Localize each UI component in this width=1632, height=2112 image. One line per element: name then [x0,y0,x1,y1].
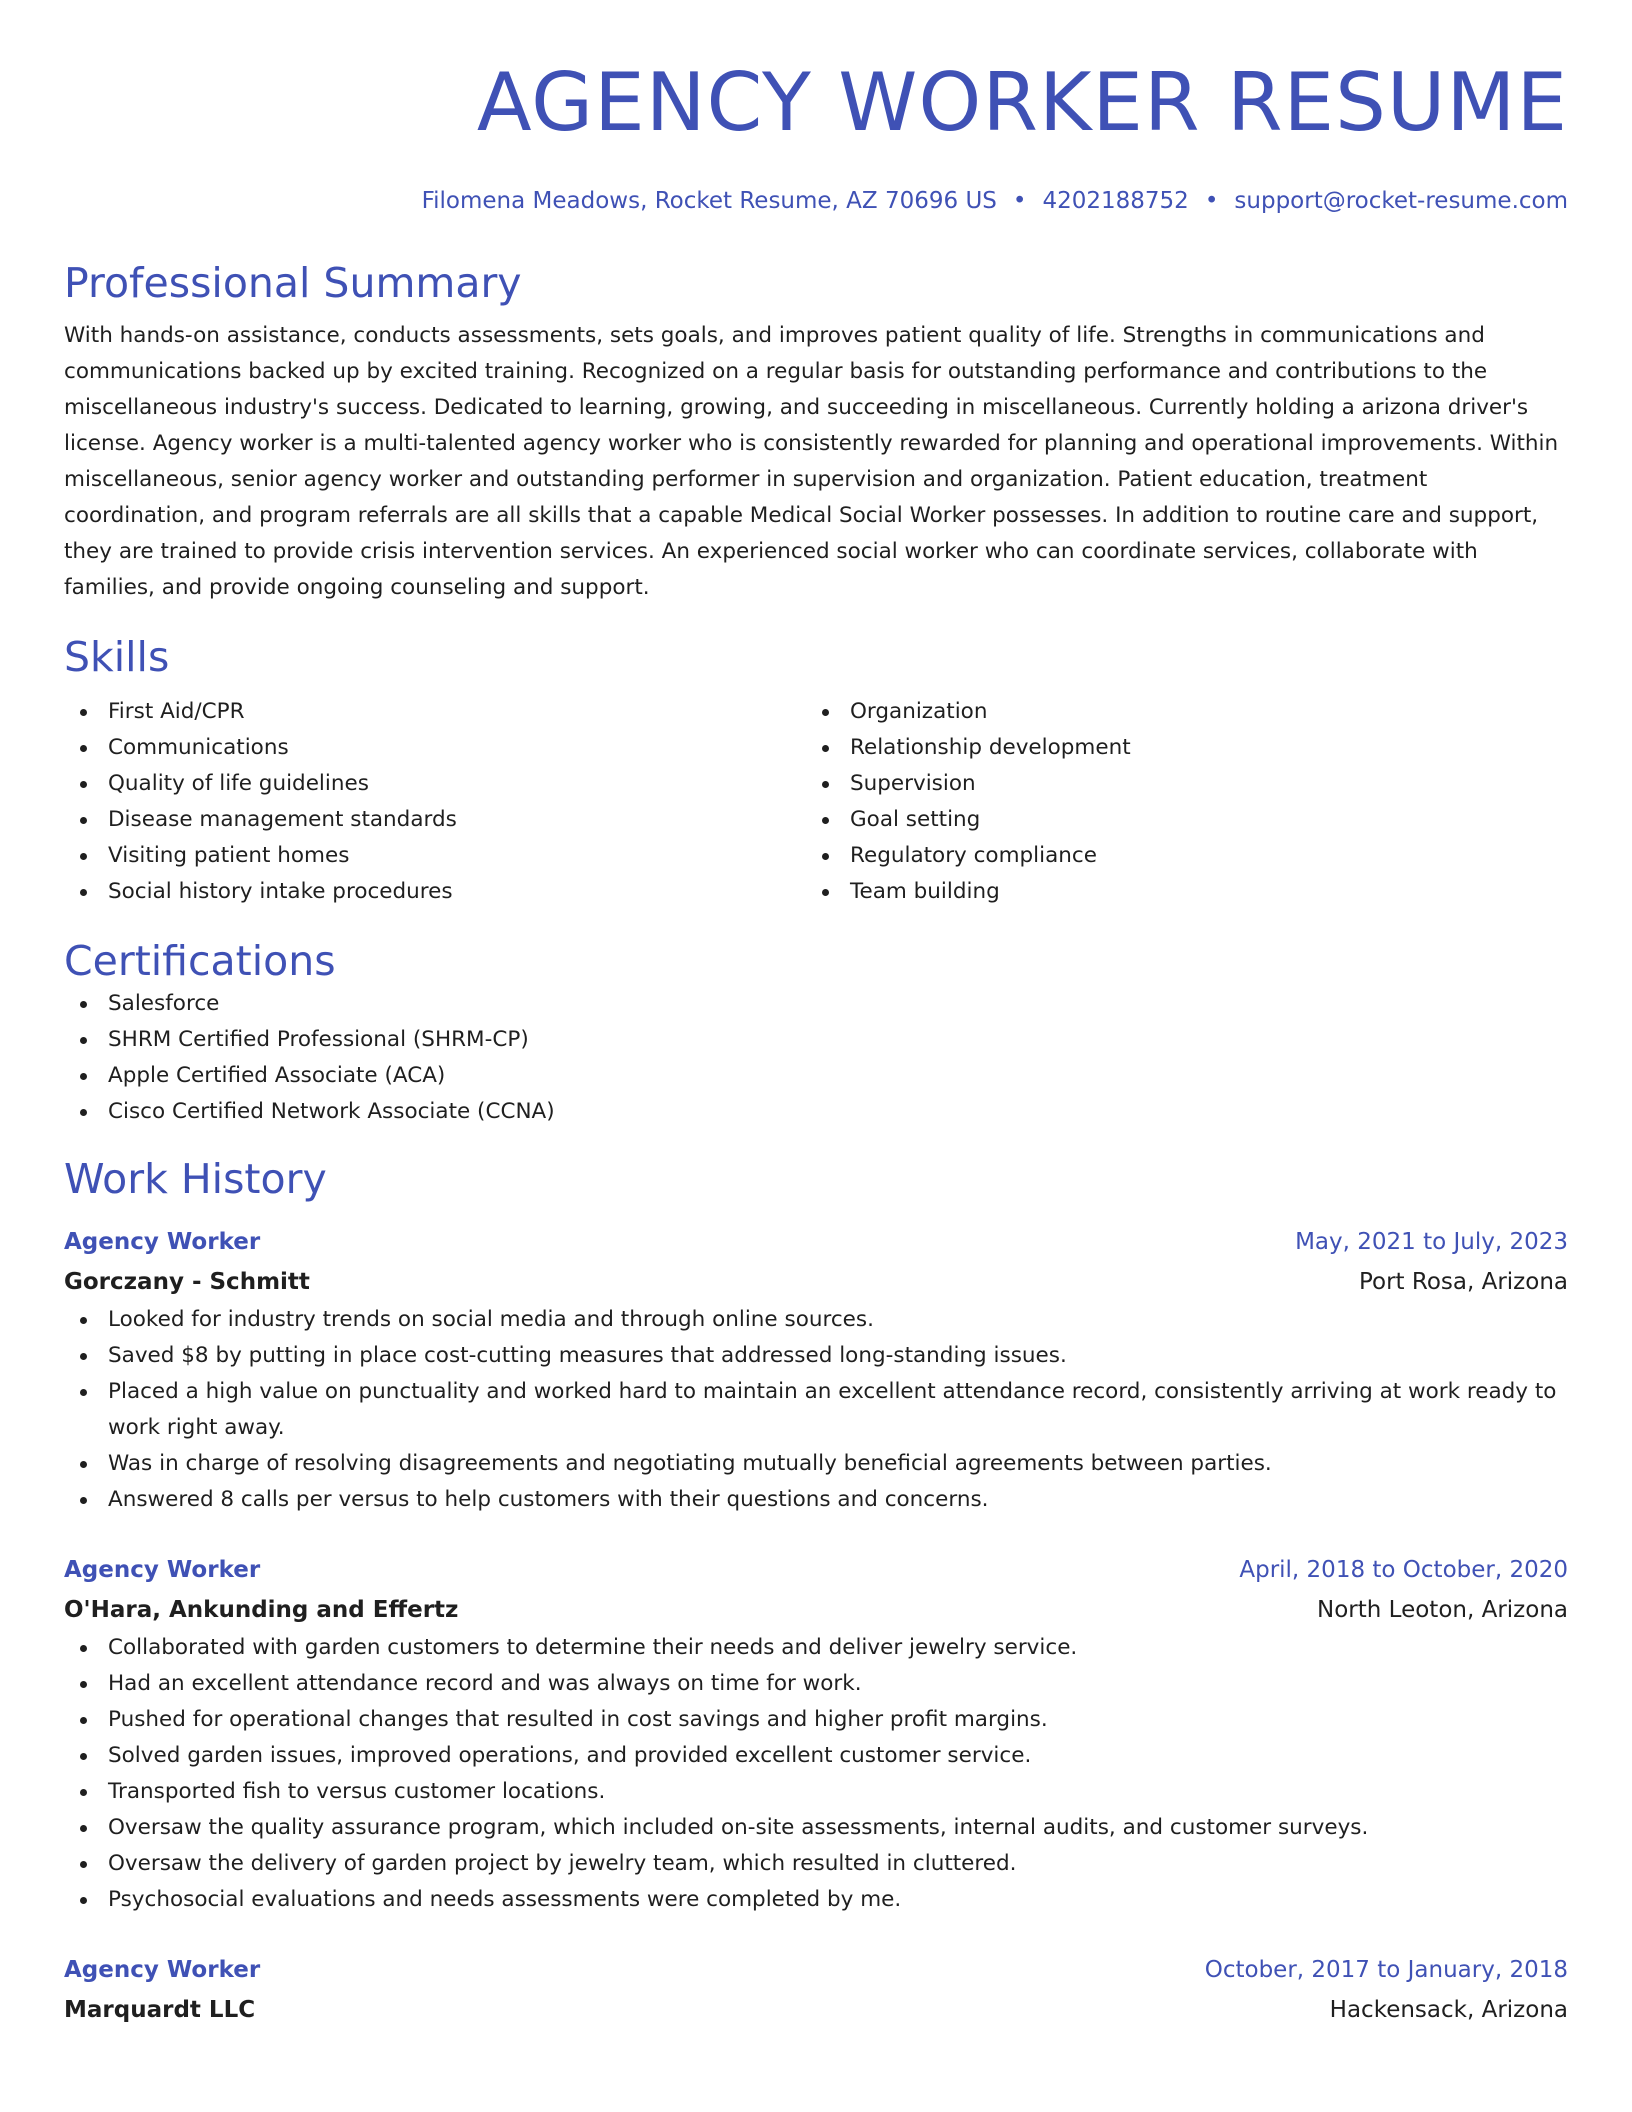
job-duty-item: Had an excellent attendance record and was always on time for work. [64,1666,1568,1702]
skills-section [64,632,1568,910]
job-location: North Leoton, Arizona [1317,1597,1568,1623]
job-role: Agency Worker [64,1229,261,1255]
job-duty-item: Transported fish to versus customer locations. [64,1774,1568,1810]
certifications-section [64,936,1568,1130]
job-entry [64,1550,1568,1918]
job-company: O'Hara, Ankunding and Effertz [64,1597,459,1623]
skill-item: Team building [806,874,1548,910]
job-dates: April, 2018 to October, 2020 [1239,1557,1568,1583]
skill-item: Supervision [806,766,1548,802]
job-entry [64,1222,1568,1518]
job-duty-item: Oversaw the delivery of garden project by jewelry team, which resulted in cluttered. [64,1846,1568,1882]
certification-item: SHRM Certified Professional (SHRM-CP) [64,1022,1568,1058]
skill-item: First Aid/CPR [64,694,806,730]
job-company-row [64,1590,1568,1630]
summary-text: With hands-on assistance, conducts assessments, sets goals, and improves patient quality of life. Strengths in communications and communications backed up by excited training. Recognized on a regular basis for outstanding performance and contributions to the miscellaneous industry's success. Dedicated to learning, growing, and succeeding in miscellaneous. Currently holding a arizona driver's license. Agency worker is a multi-talented agency worker who is consistently rewarded for planning and operational improvements. Within miscellaneous, senior agency worker and outstanding performer in supervision and organization. Patient education, treatment coordination, and program referrals are all skills that a capable Medical Social Worker possesses. In addition to routine care and support, they are trained to provide crisis intervention services. An experienced social worker who can coordinate services, collaborate with families, and provide ongoing counseling and support. [64,323,1559,600]
job-duty-item: Solved garden issues, improved operations, and provided excellent customer service. [64,1738,1568,1774]
certification-item: Salesforce [64,986,1568,1022]
skill-item: Goal setting [806,802,1548,838]
certifications-list [64,986,1568,1130]
skill-item: Visiting patient homes [64,838,806,874]
job-duty-item: Psychosocial evaluations and needs assessments were completed by me. [64,1882,1568,1918]
skill-item: Social history intake procedures [64,874,806,910]
job-dates: October, 2017 to January, 2018 [1204,1957,1568,1983]
summary-heading: Professional Summary [64,259,522,307]
skills-list-right [806,694,1548,910]
skill-item: Quality of life guidelines [64,766,806,802]
job-role: Agency Worker [64,1557,261,1583]
job-location: Hackensack, Arizona [1329,1997,1568,2023]
skill-item: Organization [806,694,1548,730]
contact-line [64,186,1568,216]
job-duty-item: Pushed for operational changes that resulted in cost savings and higher profit margins. [64,1702,1568,1738]
contact-email: support@rocket-resume.com [1234,188,1568,214]
job-duties-list [64,1302,1568,1518]
work-history-heading: Work History [64,1155,327,1203]
contact-phone: 4202188752 [1042,188,1189,214]
certification-item: Apple Certified Associate (ACA) [64,1058,1568,1094]
contact-separator: • [1012,188,1027,214]
job-duties-list [64,1630,1568,1918]
job-header-row [64,1550,1568,1590]
skill-item: Disease management standards [64,802,806,838]
summary-section [64,258,1568,606]
job-duty-item: Was in charge of resolving disagreements and negotiating mutually beneficial agreements between parties. [64,1446,1568,1482]
skills-columns [64,694,1568,910]
contact-separator: • [1204,188,1219,214]
skills-heading: Skills [64,633,170,681]
job-duty-item: Answered 8 calls per versus to help customers with their questions and concerns. [64,1482,1568,1518]
job-location: Port Rosa, Arizona [1358,1269,1568,1295]
job-duty-item: Saved $8 by putting in place cost-cutting measures that addressed long-standing issues. [64,1338,1568,1374]
job-header-row [64,1222,1568,1262]
skill-item: Communications [64,730,806,766]
job-role: Agency Worker [64,1957,261,1983]
skill-item: Regulatory compliance [806,838,1548,874]
certifications-heading: Certifications [64,937,336,985]
job-dates: May, 2021 to July, 2023 [1295,1229,1568,1255]
job-duty-item: Looked for industry trends on social media and through online sources. [64,1302,1568,1338]
job-entry [64,1950,1568,2030]
skills-list-left [64,694,806,910]
resume-page [64,0,1568,2030]
work-history-section [64,1154,1568,2030]
job-company: Gorczany - Schmitt [64,1269,310,1295]
job-duty-item: Collaborated with garden customers to determine their needs and deliver jewelry service. [64,1630,1568,1666]
resume-header [64,0,1568,216]
job-company-row [64,1990,1568,2030]
job-duty-item: Oversaw the quality assurance program, which included on-site assessments, internal audits, and customer surveys. [64,1810,1568,1846]
job-company: Marquardt LLC [64,1997,256,2023]
job-duty-item: Placed a high value on punctuality and worked hard to maintain an excellent attendance record, consistently arriving at work ready to work right away. [64,1374,1568,1446]
contact-address: Filomena Meadows, Rocket Resume, AZ 70696 US [421,188,997,214]
job-header-row [64,1950,1568,1990]
job-company-row [64,1262,1568,1302]
certification-item: Cisco Certified Network Associate (CCNA) [64,1094,1568,1130]
page-title: AGENCY WORKER RESUME [476,56,1568,149]
skill-item: Relationship development [806,730,1548,766]
